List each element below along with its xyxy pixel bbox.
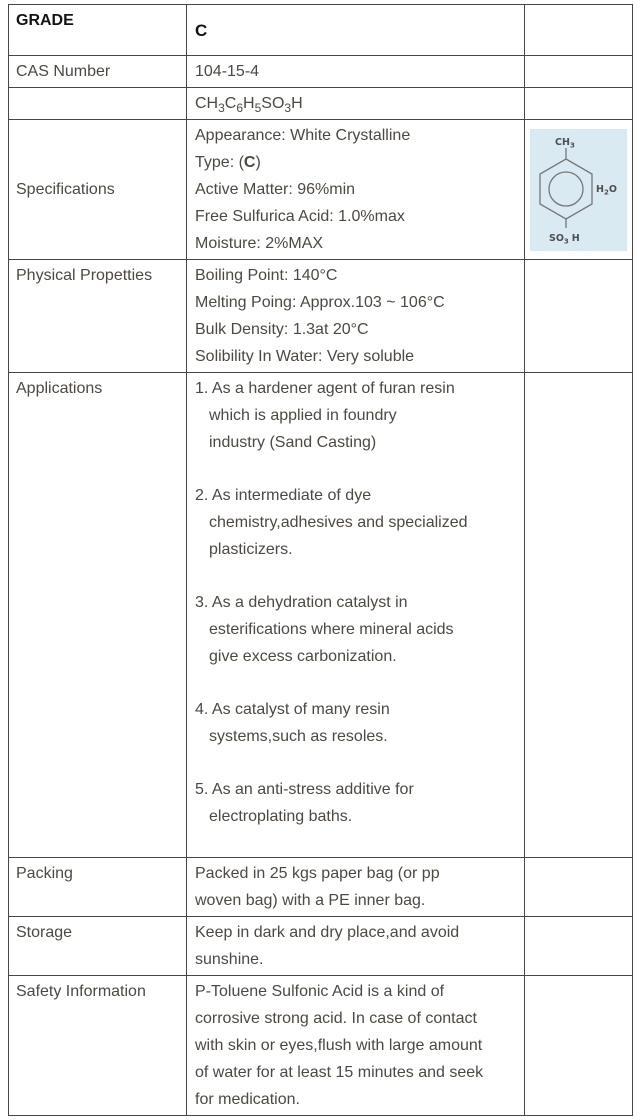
empty-cell bbox=[525, 88, 633, 120]
empty-cell bbox=[525, 917, 633, 976]
grade-value: C bbox=[187, 5, 525, 56]
table-row bbox=[9, 917, 633, 976]
table-row bbox=[9, 88, 633, 120]
application-item: 5. As an anti-stress additive for electroplating baths. bbox=[195, 781, 414, 825]
empty-cell bbox=[525, 260, 633, 373]
empty-cell bbox=[9, 88, 187, 120]
application-item: 3. As a dehydration catalyst in esterifications where mineral acids give excess carbonization. bbox=[195, 594, 454, 665]
spec-active-matter: Active Matter: 96%min bbox=[195, 181, 356, 198]
physical-line: Boiling Point: 140°C bbox=[195, 267, 338, 284]
table-row bbox=[9, 5, 633, 56]
application-item: 1. As a hardener agent of furan resin which is applied in foundry industry (Sand Casting) bbox=[195, 380, 455, 451]
empty-cell bbox=[525, 858, 633, 917]
application-item: 2. As intermediate of dye chemistry,adhesives and specialized plasticizers. bbox=[195, 487, 468, 558]
applications-label: Applications bbox=[9, 373, 187, 858]
spec-type: Type: (C) bbox=[195, 154, 261, 171]
benzene-ring-circle bbox=[549, 172, 583, 206]
table-row bbox=[9, 120, 633, 260]
table-row bbox=[9, 373, 633, 858]
cas-number-value: 104-15-4 bbox=[187, 56, 525, 88]
packing-value: Packed in 25 kgs paper bag (or pp woven bag) with a PE inner bag. bbox=[187, 858, 525, 917]
table-row bbox=[9, 858, 633, 917]
physical-line: Solibility In Water: Very soluble bbox=[195, 348, 415, 365]
safety-information-value: P-Toluene Sulfonic Acid is a kind of corrosive strong acid. In case of contact with skin or eyes,flush with large amount of water for at least 15 minutes and seek for medication. bbox=[187, 976, 525, 1116]
storage-value: Keep in dark and dry place,and avoid sunshine. bbox=[187, 917, 525, 976]
spec-appearance: Appearance: White Crystalline bbox=[195, 127, 411, 144]
table-row bbox=[9, 260, 633, 373]
physical-properties-label: Physical Propetties bbox=[9, 260, 187, 373]
h2o-label: $H_2O$ bbox=[596, 183, 617, 196]
physical-line: Bulk Density: 1.3at 20°C bbox=[195, 321, 369, 338]
structure-image-cell bbox=[525, 120, 633, 260]
empty-cell bbox=[525, 976, 633, 1116]
ch3-label: $CH_3$ bbox=[555, 136, 575, 149]
product-spec-table bbox=[8, 4, 633, 1116]
benzene-ring-hexagon bbox=[540, 159, 592, 219]
storage-label: Storage bbox=[9, 917, 187, 976]
spec-moisture: Moisture: 2%MAX bbox=[195, 235, 324, 252]
safety-information-label: Safety Information bbox=[9, 976, 187, 1116]
specifications-label: Specifications bbox=[9, 120, 187, 260]
packing-label: Packing bbox=[9, 858, 187, 917]
specifications-value bbox=[187, 120, 525, 260]
applications-value bbox=[187, 373, 525, 858]
empty-cell bbox=[525, 56, 633, 88]
grade-label: GRADE bbox=[9, 5, 187, 56]
physical-properties-value bbox=[187, 260, 525, 373]
table-row bbox=[9, 976, 633, 1116]
empty-cell bbox=[525, 373, 633, 858]
physical-line: Melting Poing: Approx.103 ~ 106°C bbox=[195, 294, 445, 311]
so3h-label: $SO_3$ H bbox=[549, 232, 580, 245]
table-row bbox=[9, 56, 633, 88]
cas-number-label: CAS Number bbox=[9, 56, 187, 88]
application-item: 4. As catalyst of many resin systems,such as resoles. bbox=[195, 701, 390, 745]
empty-cell bbox=[525, 5, 633, 56]
spec-free-acid: Free Sulfurica Acid: 1.0%max bbox=[195, 208, 405, 225]
chemical-formula: $CH_3C_6H_5SO_3H$ bbox=[187, 88, 525, 120]
chemical-structure-diagram bbox=[530, 129, 627, 251]
